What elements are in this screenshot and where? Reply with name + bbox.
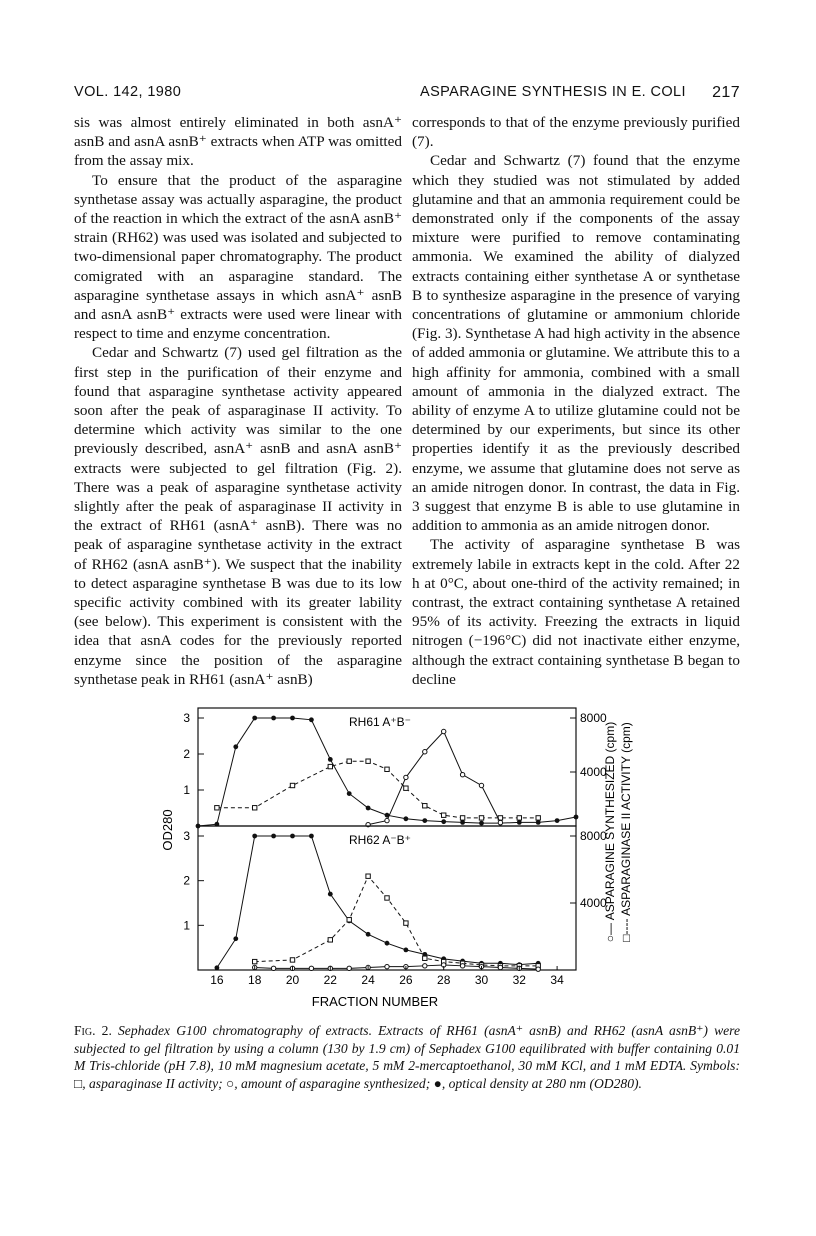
data-point-filled-circle [536,820,541,825]
data-point-open-circle [385,818,389,822]
data-point-open-square [253,959,257,963]
data-point-open-circle [423,750,427,754]
paragraph: sis was almost entirely eliminated in both asnA⁺ asnB and asnA asnB⁺ extracts when ATP was omitted from the assay mix. [74,114,402,170]
data-point-open-square [366,759,370,763]
data-point-open-circle [460,964,464,968]
data-point-filled-circle [404,948,409,953]
data-point-open-square [215,806,219,810]
paragraph: corresponds to that of the enzyme previously purified (7). [412,114,740,151]
y-axis-label-left: OD280 [160,809,175,851]
x-tick-label: 24 [361,973,375,987]
data-point-open-square [460,816,464,820]
data-point-open-square [366,874,370,878]
y-axis-label-right-asparaginase: □---- ASPARAGINASE II ACTIVITY (cpm) [619,722,633,942]
y-tick-label-left: 3 [183,829,190,843]
y-tick-label-right: 8000 [580,711,607,725]
data-point-filled-circle [328,892,333,897]
data-point-open-square [290,958,294,962]
x-tick-label: 34 [550,973,564,987]
x-tick-label: 22 [323,973,337,987]
caption-lead: Fig. 2. [74,1023,112,1038]
data-point-filled-circle [366,806,371,811]
data-point-filled-circle [479,821,484,826]
running-title: ASPARAGINE SYNTHESIS IN E. COLI [420,84,686,100]
paragraph: Cedar and Schwartz (7) used gel filtration as the first step in the purification of their enzyme and found that asparagine synthetase activity appeared soon after the peak of asparaginase II activity. To determine which activity was similar to the one previously described, asnA⁺ asnB and asnA asnB⁺ extracts were subjected to gel filtration (Fig. 2). There was a peak of asparagine synthetase activity slightly after the peak of asparaginase II activity in the extract of RH61 (asnA⁺ asnB). There was no peak of asparagine synthetase activity in the extract of RH62 (asnA asnB⁺). We suspect that the inability to detect asparagine synthetase B was due to its low specific activity combined with its greater lability (see below). This experiment is consistent with the idea that asnA codes for the previously reported enzyme since the position of the asparagine synthetase peak in RH61 (asnA⁺ asnB) [74,344,402,688]
data-point-open-circle [442,729,446,733]
data-point-filled-circle [555,818,560,823]
volume-label: VOL. 142, 1980 [74,84,182,100]
data-point-filled-circle [404,816,409,821]
data-point-filled-circle [233,936,238,941]
y-tick-label-right: 8000 [580,829,607,843]
data-point-filled-circle [252,834,257,839]
caption-text: Sephadex G100 chromatography of extracts. Extracts of RH61 (asnA⁺ asnB) and RH62 (asnA asnB⁺) were subjected to gel filtration by using a column (130 by 1.9 cm) of Sephadex G100 equilibrated with buffer containing 0.01 M Tris-chloride (pH 7.8), 10 mM magnesium acetate, 5 mM 2-mercaptoethanol, 30 mM KCl, and 1 mM EDTA. Symbols: □, asparaginase II activity; ○, amount of asparagine synthesized; ●, optical density at 280 nm (OD280). [74,1023,740,1091]
running-header [74,84,740,106]
data-point-open-square [404,921,408,925]
x-tick-label: 18 [248,973,262,987]
data-point-open-circle [271,966,275,970]
data-point-open-square [328,938,332,942]
data-point-filled-circle [328,757,333,762]
x-tick-label: 20 [285,973,300,987]
y-axis-label-right-synthesized: ○— ASPARAGINE SYNTHESIZED (cpm) [603,721,617,943]
data-point-open-circle [347,966,351,970]
panel-label: RH61 A⁺B⁻ [348,715,412,729]
y-tick-label-left: 1 [183,918,190,933]
y-tick-label-left: 3 [183,711,190,725]
series-line-open-square [255,876,539,966]
data-point-open-square [517,816,521,820]
data-point-filled-circle [290,834,295,839]
x-tick-label: 28 [437,973,451,987]
data-point-filled-circle [460,820,465,825]
data-point-open-square [423,804,427,808]
data-point-open-circle [498,965,502,969]
x-tick-label: 30 [474,973,489,987]
left-text-column [74,113,402,689]
series-line-open-circle [255,965,539,969]
data-point-open-circle [536,967,540,971]
x-tick-label: 32 [512,973,526,987]
series-line-filled-circle [217,836,538,968]
data-point-filled-circle [252,716,257,721]
data-point-filled-circle [271,716,276,721]
paragraph: Cedar and Schwartz (7) found that the enzyme which they studied was not stimulated by added glutamine and that an ammonia requirement could be demonstrated only if the components of the assay mixture were purified to remove contaminating ammonia. We examined the ability of dialyzed extracts containing either synthetase A or synthetase B to synthesize asparagine in the presence of varying concentrations of glutamine or ammonium chloride (Fig. 3). Synthetase A had high activity in the absence of added ammonia or glutamine. We attribute this to a high affinity for ammonia, combined with a small amount of ammonia in the dialyzed extract. The ability of enzyme A to utilize glutamine could not be determined by our experiments, but since its other properties identify it as the previously described enzyme, we assume that glutamine does not serve as an amide nitrogen donor. In contrast, the data in Fig. 3 suggest that enzyme B is able to use glutamine in addition to ammonia as an amide nitrogen donor. [412,152,740,535]
chromatography-chart [160,702,633,1022]
data-point-filled-circle [385,941,390,946]
panel-label: RH62 A⁻B⁺ [348,833,412,847]
data-point-filled-circle [441,819,446,824]
data-point-open-circle [423,964,427,968]
data-point-filled-circle [422,818,427,823]
y-tick-label-left: 2 [183,747,190,761]
data-point-open-circle [385,964,389,968]
y-tick-label-right: 4000 [580,765,607,779]
data-point-open-circle [404,775,408,779]
data-point-filled-circle [233,744,238,749]
data-point-filled-circle [271,834,276,839]
data-point-open-circle [460,773,464,777]
right-text-column [412,113,740,689]
data-point-open-square [385,767,389,771]
data-point-open-circle [309,966,313,970]
data-point-filled-circle [347,791,352,796]
data-point-filled-circle [366,932,371,937]
data-point-open-square [479,816,483,820]
data-point-open-square [423,956,427,960]
data-point-open-circle [479,783,483,787]
data-point-open-square [347,759,351,763]
y-tick-label-left: 1 [183,783,190,797]
y-tick-label-right: 4000 [580,896,607,910]
data-point-filled-circle [309,834,314,839]
x-axis-label: FRACTION NUMBER [311,994,439,1009]
x-tick-label: 16 [210,973,224,987]
data-point-open-square [385,896,389,900]
data-point-open-square [536,816,540,820]
data-point-filled-circle [574,815,579,820]
data-point-open-square [253,806,257,810]
paragraph: To ensure that the product of the asparagine synthetase assay was actually asparagine, the product of the reaction in which the extract of the asnA asnB⁺ strain (RH62) was used was isolated and subjected to two-dimensional paper chromatography. The product comigrated with an asparagine standard. The asparagine synthetase assays in which asnA⁺ asnB and asnA asnB⁺ extracts were used were linear with respect to time and enzyme concentration. [74,171,402,343]
data-point-open-square [404,786,408,790]
paragraph: The activity of asparagine synthetase B was extremely labile in extracts kept in the cold. After 22 h at 0°C, about one-third of the activity remained; in contrast, the extract containing synthetase A retained 95% of its activity. Freezing the extracts in liquid nitrogen (−196°C) did not inactivate either enzyme, although the extract containing synthetase B began to decline [412,536,740,688]
data-point-open-square [328,764,332,768]
data-point-open-square [347,918,351,922]
data-point-filled-circle [517,820,522,825]
y-tick-label-left: 2 [183,873,190,888]
data-point-open-circle [498,820,502,824]
data-point-filled-circle [290,716,295,721]
series-line-open-square [217,761,538,818]
data-point-filled-circle [309,717,314,722]
figure-caption [74,1022,740,1092]
data-point-open-square [290,783,294,787]
x-tick-label: 26 [399,973,413,987]
data-point-open-square [442,813,446,817]
figure-2 [160,702,633,1022]
page-number: 217 [712,84,740,101]
